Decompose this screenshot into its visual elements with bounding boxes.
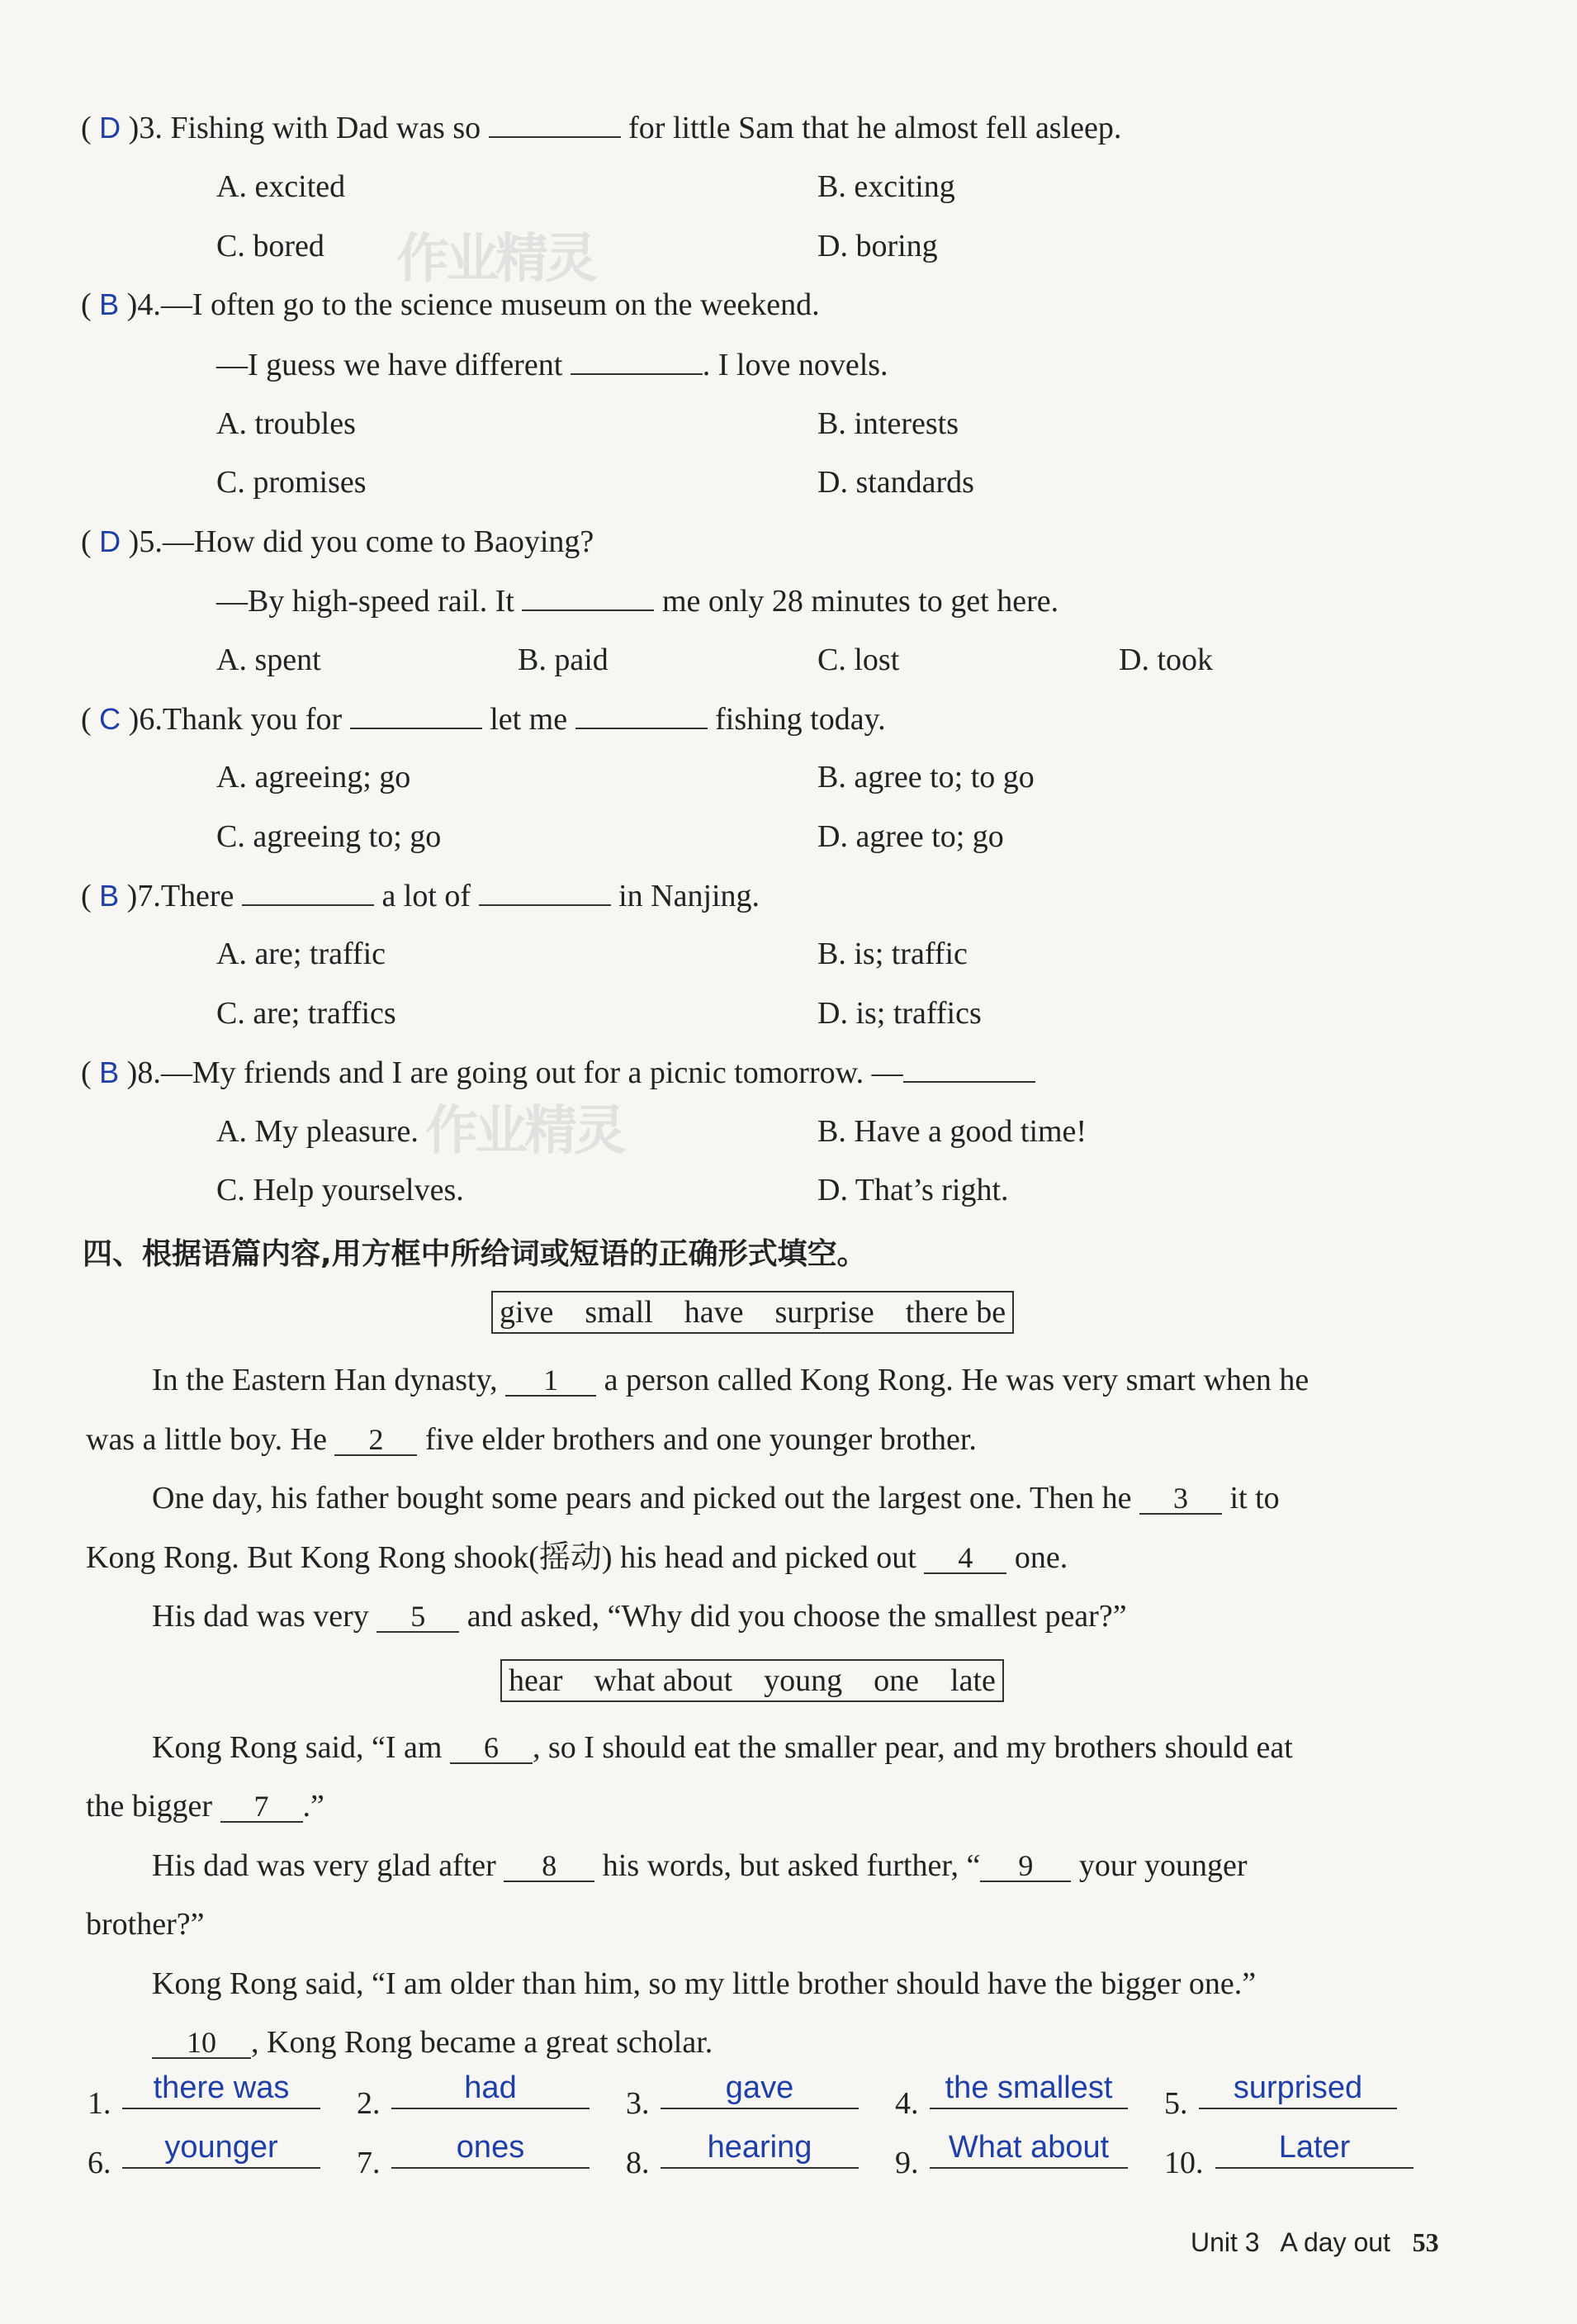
option: D. is; traffics	[817, 996, 982, 1031]
answer-letter: B	[99, 287, 120, 321]
passage-line: His dad was very 5 and asked, “Why did you choose the smallest pear?”	[152, 1599, 1127, 1634]
answer-number: 4.	[895, 2086, 919, 2121]
passage-line: 10 , Kong Rong became a great scholar.	[152, 2027, 713, 2059]
answer-field: the smallest	[930, 2071, 1128, 2109]
passage-line: Kong Rong said, “I am 6 , so I should eat the smaller pear, and my brothers should eat	[152, 1730, 1293, 1765]
answer-number: 1.	[88, 2086, 111, 2121]
answer-number: 7.	[357, 2146, 381, 2180]
watermark: 作业精灵	[425, 1101, 623, 1162]
blank-number: 4	[924, 1543, 1006, 1574]
option: D. That’s right.	[817, 1173, 1009, 1207]
option: A. troubles	[216, 406, 356, 441]
answer-number: 5.	[1164, 2086, 1188, 2121]
passage-line: In the Eastern Han dynasty, 1 a person called Kong Rong. He was very smart when he	[152, 1363, 1309, 1397]
option: B. exciting	[817, 169, 955, 204]
answer-number: 3.	[626, 2086, 650, 2121]
option: D. standards	[817, 465, 974, 500]
answer-number: 2.	[357, 2086, 381, 2121]
option: C. are; traffics	[216, 996, 396, 1031]
question-4: ( B )4.—I often go to the science museum on the weekend.	[81, 287, 820, 322]
passage-line: Kong Rong said, “I am older than him, so my little brother should have the bigger one.”	[152, 1966, 1257, 2001]
section-heading: 四、根据语篇内容,用方框中所给词或短语的正确形式填空。	[83, 1237, 867, 1271]
answer-letter: D	[99, 524, 121, 558]
blank-number: 7	[220, 1791, 303, 1823]
question-3: ( D )3. Fishing with Dad was so for little Sam that he almost fell asleep.	[81, 111, 1122, 145]
answer-field: ones	[391, 2131, 590, 2169]
question-5: ( D )5.—How did you come to Baoying?	[81, 524, 594, 559]
unit-title: A day out	[1280, 2227, 1390, 2257]
blank-number: 6	[450, 1733, 533, 1764]
answer-field: younger	[122, 2131, 320, 2169]
answer-letter: C	[99, 702, 121, 736]
page-footer	[1191, 2227, 1439, 2258]
passage-line: the bigger 7 .”	[86, 1789, 324, 1824]
answer-number: 8.	[626, 2146, 650, 2180]
passage-line: brother?”	[86, 1907, 205, 1942]
word-box: hear what about young one late	[500, 1659, 1004, 1702]
option: D. agree to; go	[817, 819, 1004, 854]
answer-field: Later	[1215, 2131, 1414, 2169]
option: C. Help yourselves.	[216, 1173, 464, 1207]
unit-label: Unit 3	[1191, 2227, 1260, 2257]
option: A. agreeing; go	[216, 760, 411, 794]
question-7: ( B )7.There a lot of in Nanjing.	[81, 879, 760, 913]
blank-number: 9	[980, 1851, 1071, 1882]
blank	[522, 585, 654, 611]
question-6: ( C )6.Thank you for let me fishing today.	[81, 702, 886, 737]
option: C. promises	[216, 465, 367, 500]
passage-line: was a little boy. He 2 five elder brothers and one younger brother.	[86, 1422, 977, 1457]
option: A. are; traffic	[216, 937, 386, 971]
option: A. My pleasure.	[216, 1114, 419, 1149]
passage-line: Kong Rong. But Kong Rong shook(摇动) his head and picked out 4 one.	[86, 1540, 1068, 1575]
word-box: give small have surprise there be	[491, 1291, 1014, 1334]
option: A. excited	[216, 169, 346, 204]
answer-field: gave	[661, 2071, 859, 2109]
answer-number: 10.	[1164, 2146, 1204, 2180]
option: B. agree to; to go	[817, 760, 1035, 794]
answer-number: 6.	[88, 2146, 111, 2180]
option: D. boring	[817, 229, 938, 263]
answer-field: What about	[930, 2131, 1128, 2169]
watermark: 作业精灵	[396, 229, 594, 290]
question-8: ( B )8.—My friends and I are going out for a picnic tomorrow. —	[81, 1056, 1035, 1088]
answer-letter: B	[99, 1055, 120, 1089]
blank-number: 8	[504, 1851, 594, 1882]
blank-number: 2	[334, 1425, 417, 1456]
blank	[903, 1056, 1035, 1083]
blank	[479, 880, 611, 906]
passage-line: His dad was very glad after 8 his words, but asked further, “ 9 your younger	[152, 1848, 1248, 1883]
question-5-line2: —By high-speed rail. It me only 28 minutes to get here.	[216, 584, 1059, 619]
answer-field: hearing	[661, 2131, 859, 2169]
passage-line: One day, his father bought some pears and picked out the largest one. Then he 3 it to	[152, 1481, 1280, 1515]
blank	[489, 111, 621, 138]
option: B. Have a good time!	[817, 1114, 1087, 1149]
blank	[575, 703, 708, 729]
blank-number: 1	[505, 1365, 596, 1397]
blank-number: 3	[1139, 1483, 1222, 1515]
blank	[242, 880, 374, 906]
answer-field: there was	[122, 2071, 320, 2109]
answer-letter: D	[99, 111, 121, 145]
option: B. is; traffic	[817, 937, 968, 971]
answer-number: 9.	[895, 2146, 919, 2180]
question-4-line2: —I guess we have different . I love novels.	[216, 348, 888, 382]
blank-number: 5	[376, 1601, 459, 1633]
blank-number: 10	[152, 2028, 251, 2059]
option: A. spent	[216, 643, 321, 677]
option: B. interests	[817, 406, 959, 441]
answer-letter: B	[99, 879, 120, 913]
answer-field: surprised	[1199, 2071, 1397, 2109]
page-number: 53	[1412, 2227, 1439, 2257]
blank	[571, 349, 703, 375]
option: C. bored	[216, 229, 324, 263]
option: C. lost	[817, 643, 900, 677]
option: C. agreeing to; go	[216, 819, 442, 854]
option: B. paid	[518, 643, 609, 677]
answer-field: had	[391, 2071, 590, 2109]
blank	[350, 703, 482, 729]
option: D. took	[1119, 643, 1213, 677]
